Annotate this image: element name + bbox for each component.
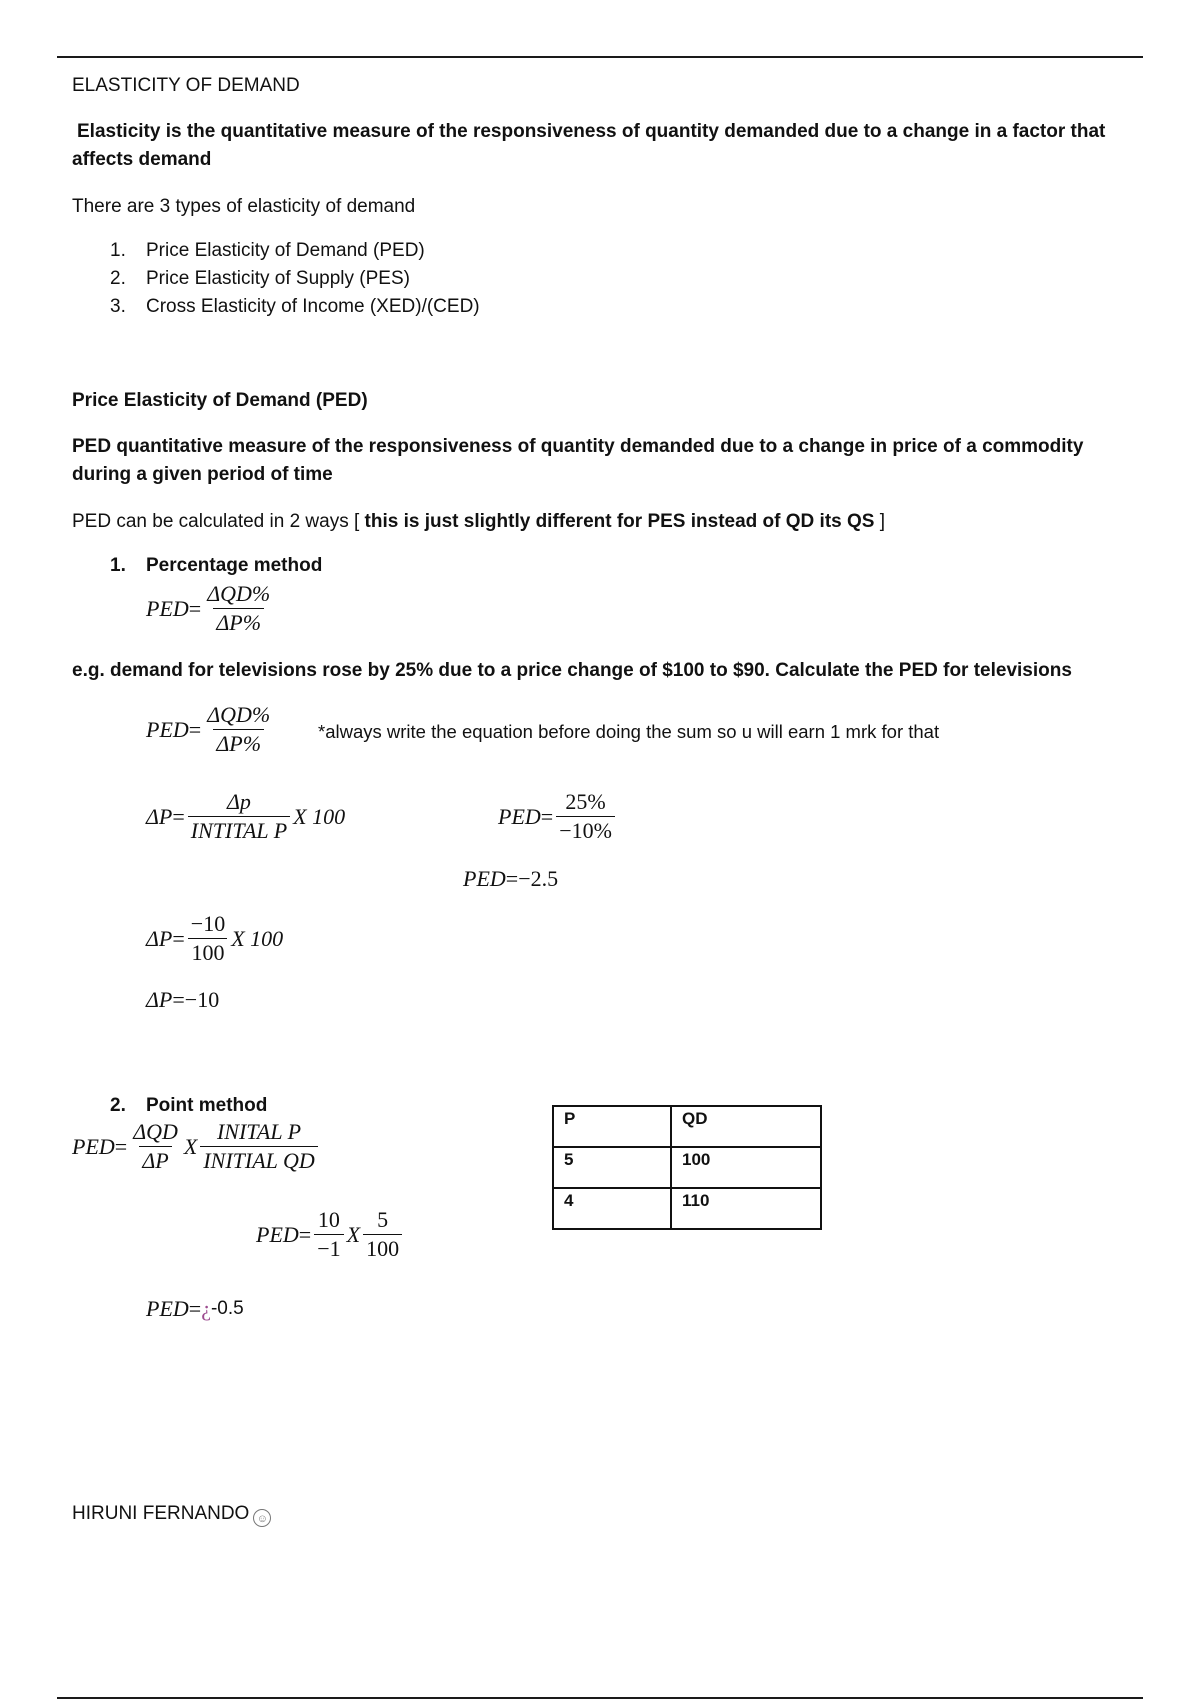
list-text: Price Elasticity of Supply (PES) (146, 268, 410, 289)
fraction (204, 703, 273, 756)
table-header-qd: QD (671, 1106, 821, 1147)
math-ped: PED (146, 1296, 189, 1321)
table-header-row (553, 1106, 821, 1147)
delta-p-formula (146, 790, 345, 843)
math-result: −10 (184, 987, 220, 1012)
fraction (363, 1208, 402, 1261)
ped-percentage-formula (146, 582, 276, 635)
numerator: ΔQD% (207, 581, 271, 606)
math-equals: = (172, 925, 185, 951)
method1-number: 1. (110, 555, 126, 576)
method2-number: 2. (110, 1095, 126, 1116)
math-ped: PED (256, 1221, 299, 1247)
doc-title: ELASTICITY OF DEMAND (72, 75, 300, 96)
denominator: INITIAL QD (200, 1146, 317, 1173)
ped-formula-repeat (146, 703, 276, 756)
math-times-100: X 100 (293, 803, 346, 829)
math-placeholder-glyph: ¿ (201, 1296, 211, 1321)
fraction (130, 1120, 181, 1173)
denominator: 100 (188, 938, 227, 965)
table-cell: 110 (671, 1188, 821, 1229)
example-question: e.g. demand for televisions rose by 25% due to a price change of $100 to $90. Calculate the PED for televisions (72, 660, 1072, 681)
list-item (110, 265, 480, 293)
denominator: 100 (363, 1234, 402, 1261)
ways-line (72, 508, 885, 536)
numerator: ΔQD (133, 1119, 178, 1144)
smiley-icon: ☺ (253, 1509, 271, 1527)
numerator: −10 (190, 911, 226, 936)
definition-text: Elasticity is the quantitative measure of the responsiveness of quantity demanded due to a change in a factor that affects demand (72, 121, 1106, 170)
author-name: HIRUNI FERNANDO (72, 1503, 250, 1524)
math-times: X (346, 1221, 361, 1247)
math-equals: = (172, 987, 185, 1012)
numerator: 5 (377, 1207, 389, 1232)
ways-close: ] (874, 511, 886, 532)
types-intro: There are 3 types of elasticity of demand (72, 196, 416, 217)
method2-label: Point method (146, 1095, 268, 1116)
table-row (553, 1147, 821, 1188)
method1-heading (110, 552, 322, 580)
math-equals: = (188, 1296, 202, 1321)
math-delta-p: ΔP (146, 803, 173, 829)
ped-result-1 (463, 866, 558, 892)
table-cell: 4 (553, 1188, 671, 1229)
fraction (314, 1208, 343, 1261)
fraction (556, 790, 615, 843)
ped-point-substitution (256, 1208, 405, 1261)
denominator: −1 (314, 1234, 343, 1261)
fraction (188, 790, 290, 843)
table-cell: 100 (671, 1147, 821, 1188)
author-signature (72, 1500, 271, 1528)
numerator: 25% (565, 789, 606, 814)
numerator: INITAL P (216, 1119, 302, 1144)
table-header-p: P (553, 1106, 671, 1147)
method1-label: Percentage method (146, 555, 323, 576)
numerator: ΔQD% (207, 702, 271, 727)
math-ped: PED (146, 595, 189, 621)
ways-bold: this is just slightly different for PES instead of QD its QS (364, 511, 875, 532)
equation-note: *always write the equation before doing the sum so u will earn 1 mrk for that (318, 721, 940, 742)
denominator: INTITAL P (188, 816, 290, 843)
math-equals: = (172, 803, 185, 829)
math-delta-p: ΔP (146, 925, 173, 951)
fraction (204, 582, 273, 635)
math-ped: PED (498, 803, 541, 829)
list-item (110, 293, 480, 321)
method2-heading (110, 1092, 267, 1120)
math-ped: PED (463, 866, 506, 891)
ped-substitution (498, 790, 618, 843)
fraction (200, 1120, 317, 1173)
denominator: ΔP% (213, 729, 264, 756)
bottom-rule (57, 1697, 1143, 1699)
list-number: 1. (110, 240, 126, 261)
math-equals: = (114, 1133, 128, 1159)
denominator: ΔP% (213, 608, 264, 635)
math-equals: = (540, 803, 554, 829)
numerator: 10 (317, 1207, 340, 1232)
ped-definition: PED quantitative measure of the responsiveness of quantity demanded due to a change in price of a commodity during a given period of time (72, 436, 1084, 485)
math-times-100: X 100 (231, 925, 284, 951)
math-equals: = (505, 866, 519, 891)
table-cell: 5 (553, 1147, 671, 1188)
math-times: X (183, 1133, 198, 1159)
math-result: -0.5 (210, 1298, 244, 1319)
types-list (110, 237, 480, 321)
table-row (553, 1188, 821, 1229)
ped-point-formula (72, 1120, 321, 1173)
list-number: 2. (110, 268, 126, 289)
math-ped: PED (72, 1133, 115, 1159)
price-quantity-table (552, 1105, 822, 1230)
top-rule (57, 56, 1143, 58)
ways-plain: PED can be calculated in 2 ways [ (72, 511, 365, 532)
list-item (110, 237, 480, 265)
math-result: −2.5 (518, 866, 559, 891)
math-equals: = (188, 595, 202, 621)
delta-p-result (146, 987, 219, 1013)
list-text: Cross Elasticity of Income (XED)/(CED) (146, 296, 480, 317)
math-ped: PED (146, 716, 189, 742)
list-text: Price Elasticity of Demand (PED) (146, 240, 425, 261)
math-delta-p: ΔP (146, 987, 173, 1012)
math-equals: = (298, 1221, 312, 1247)
delta-p-substitution (146, 912, 283, 965)
numerator: Δp (227, 789, 251, 814)
denominator: ΔP (139, 1146, 171, 1173)
ped-result-2 (146, 1296, 244, 1322)
ped-heading: Price Elasticity of Demand (PED) (72, 390, 368, 411)
math-equals: = (188, 716, 202, 742)
fraction (188, 912, 228, 965)
denominator: −10% (556, 816, 615, 843)
list-number: 3. (110, 296, 126, 317)
